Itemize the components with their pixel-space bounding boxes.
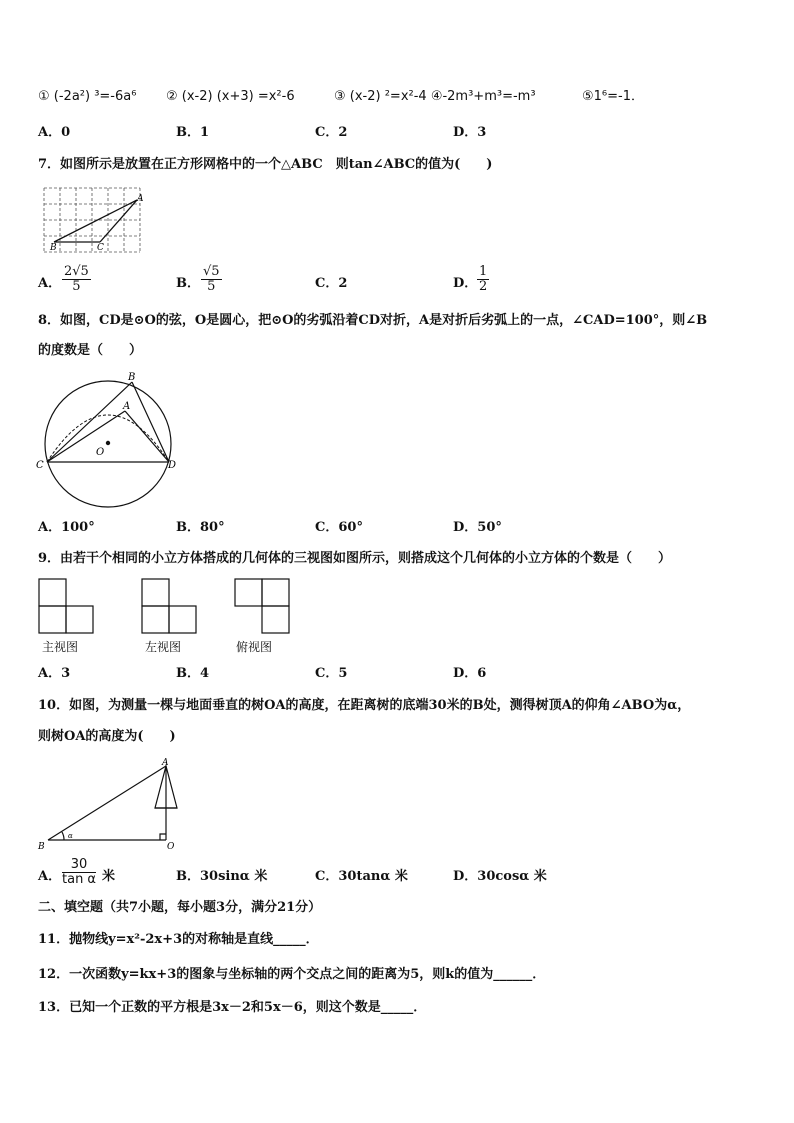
q6-item-1: ① (-2a²) ³=-6a⁶ [38,89,137,104]
q7-option-c: C．2 [315,276,348,291]
q12-text: 12．一次函数y=kx+3的图象与坐标轴的两个交点之间的距离为5，则k的值为______． [38,967,546,982]
q7-option-b-denominator: 5 [207,279,216,294]
q8-label-o: O [96,447,105,458]
q11-text: 11．抛物线y=x²-2x+3的对称轴是直线_____． [38,932,319,947]
q10-option-d: D．30cosα 米 [453,869,547,884]
q10-label-a: A [162,758,169,768]
q8-option-a: A．100° [38,520,95,535]
q10-label-o: O [167,842,175,852]
q6-option-d: D．3 [453,125,487,140]
q10-option-b: B．30sinα 米 [176,869,268,884]
q6-option-c: C．2 [315,125,348,140]
q10-tree-figure [36,756,186,852]
q7-option-b-fraction [201,265,222,294]
q7-option-a-numerator: 2√5 [64,264,89,279]
q10-stem-line2: 则树OA的高度为( ) [38,729,176,744]
q8-stem-line2: 的度数是（ ） [38,343,143,358]
q10-option-a-fraction [62,858,96,887]
q7-option-d-fraction [477,265,489,294]
q7-option-a-denominator: 5 [72,279,81,294]
q10-option-a-unit: 米 [102,869,116,884]
q9-option-a: A．3 [38,666,71,681]
q6-item-3: ③ (x-2) ²=x²-4 ④-2m³+m³=-m³ [334,89,536,104]
q9-side-view-label: 左视图 [145,640,182,654]
q7-stem: 7．如图所示是放置在正方形网格中的一个△ABC 则tan∠ABC的值为( ) [38,157,493,172]
q8-circle-figure [32,370,182,510]
q6-item-2: ② (x-2) (x+3) =x²-6 [166,89,295,104]
q7-label-c: C [97,243,104,253]
q7-option-a-fraction [62,265,91,294]
q7-grid-figure [40,184,150,256]
q9-option-b: B．4 [176,666,210,681]
q10-option-a-numerator: 30 [62,858,96,873]
q8-label-a: A [123,401,131,412]
q7-option-b-numerator: √5 [203,264,220,279]
q8-label-c: C [36,460,44,471]
q7-label-a: A [137,194,144,204]
q9-stem: 9．由若干个相同的小立方体搭成的几何体的三视图如图所示，则搭成这个几何体的小立方体的个数是（ ） [38,551,672,566]
q9-side-view [141,578,197,636]
q9-top-view [234,578,290,636]
q13-text: 13．已知一个正数的平方根是3x－2和5x－6，则这个数是_____． [38,1000,427,1015]
q7-option-a-prefix: A． [38,276,62,291]
q7-option-d-numerator: 1 [479,264,488,279]
q10-option-a-denominator: tan α [62,872,97,887]
q6-item-5: ⑤1⁶=-1． [582,89,644,104]
q9-top-view-label: 俯视图 [236,640,273,654]
q10-label-alpha: α [68,832,73,840]
q8-stem-line1: 8．如图，CD是⊙O的弦，O是圆心，把⊙O的劣弧沿着CD对折，A是对折后劣弧上的一点，∠CAD=100°，则∠B [38,313,708,328]
q9-front-view [38,578,94,636]
q6-option-b: B．1 [176,125,210,140]
q7-label-b: B [50,243,57,253]
q7-option-d-prefix: D． [453,276,478,291]
q7-option-d-denominator: 2 [479,279,488,294]
q8-label-b: B [128,372,136,383]
q10-stem-line1: 10．如图，为测量一棵与地面垂直的树OA的高度，在距离树的底端30米的B处，测得树顶A的仰角∠ABO为α， [38,698,691,713]
section-2-heading: 二、填空题（共7小题，每小题3分，满分21分） [38,900,322,915]
q10-option-c: C．30tanα 米 [315,869,408,884]
q9-option-d: D．6 [453,666,487,681]
q8-option-d: D．50° [453,520,502,535]
q8-option-b: B．80° [176,520,225,535]
q6-option-a: A．0 [38,125,71,140]
q7-option-b-prefix: B． [176,276,200,291]
q10-label-b: B [38,842,45,852]
q8-option-c: C．60° [315,520,363,535]
q9-front-view-label: 主视图 [42,640,79,654]
q9-option-c: C．5 [315,666,348,681]
q8-label-d: D [168,460,177,471]
q10-option-a-prefix: A． [38,869,62,884]
